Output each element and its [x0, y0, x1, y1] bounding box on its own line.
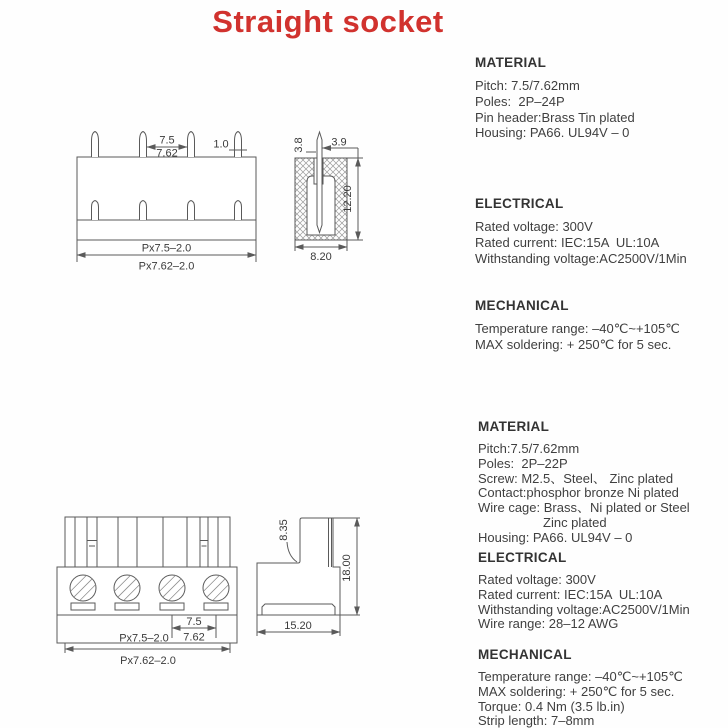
pin — [92, 132, 99, 158]
pin — [140, 132, 147, 158]
spec-line: Housing: PA66. UL94V – 0 — [475, 125, 630, 141]
section-heading: ELECTRICAL — [478, 550, 567, 565]
dim-depth: 8.20 — [310, 251, 332, 263]
spec-line: Strip length: 7–8mm — [478, 713, 595, 728]
socket-top-section — [65, 517, 230, 567]
dim-pin-width: 1.0 — [213, 138, 229, 151]
dim-overall-alt: Px7.62–2.0 — [120, 655, 176, 667]
dim-cavity: 8.35 — [278, 519, 290, 541]
spec-line: Poles: 2P–22P — [478, 455, 568, 471]
dim-pin-top: 3.9 — [331, 136, 347, 149]
pin — [188, 132, 195, 158]
spec-line: Pitch:7.5/7.62mm — [478, 441, 580, 456]
spec-line: Rated current: IEC:15A UL:10A — [475, 234, 660, 250]
spec-line: Housing: PA66. UL94V – 0 — [478, 529, 633, 545]
spec-line: Contact:phosphor bronze Ni plated — [478, 485, 679, 501]
electrical-section-bottom — [478, 550, 728, 632]
section-heading: MATERIAL — [478, 419, 550, 434]
spec-line: Rated voltage: 300V — [475, 219, 593, 234]
material-section-top — [475, 55, 727, 141]
spec-line: Rated voltage: 300V — [478, 572, 596, 587]
spec-line: Temperature range: –40℃~+105℃ — [475, 321, 680, 336]
dim-overall: Px7.5–2.0 — [141, 242, 192, 255]
socket-side-drawing — [252, 505, 377, 650]
socket-profile — [257, 518, 340, 615]
dim-pitch-alt: 7.62 — [183, 631, 205, 644]
section-heading: MATERIAL — [475, 55, 547, 70]
spec-line: Withstanding voltage:AC2500V/1Min — [478, 601, 690, 617]
dim-width: 15.20 — [284, 620, 312, 632]
spec-line: MAX soldering: + 250℃ for 5 sec. — [478, 683, 675, 699]
mechanical-section-top — [475, 298, 727, 353]
mechanical-section-bottom — [478, 647, 728, 728]
material-section-bottom — [478, 419, 728, 546]
pin-header-side-drawing — [285, 118, 415, 273]
section-heading: MECHANICAL — [475, 298, 569, 313]
solder-pin — [235, 201, 242, 221]
solder-pin — [188, 201, 195, 221]
center-pin — [317, 132, 322, 233]
section-heading: ELECTRICAL — [475, 196, 564, 211]
spec-line: Screw: M2.5、Steel、 Zinc plated — [478, 470, 674, 486]
spec-line: Temperature range: –40℃~+105℃ — [478, 669, 683, 684]
section-heading: MECHANICAL — [478, 647, 572, 662]
spec-line: Wire range: 28–12 AWG — [478, 616, 619, 632]
dim-height: 18.00 — [341, 554, 353, 582]
page-title: Straight socket — [212, 4, 444, 39]
header-body — [77, 157, 256, 240]
spec-line: Rated current: IEC:15A UL:10A — [478, 586, 663, 602]
electrical-section-top — [475, 196, 727, 266]
spec-line: Pin header:Brass Tin plated — [475, 109, 635, 125]
spec-line: Zinc plated — [478, 514, 607, 530]
spec-line: Wire cage: Brass、Ni plated or Steel — [478, 500, 690, 516]
dim-pin-dia: 3.8 — [293, 137, 305, 153]
solder-pin — [140, 201, 147, 221]
pin-header-front-drawing — [40, 118, 280, 283]
spec-line: Withstanding voltage:AC2500V/1Min — [475, 250, 687, 266]
dim-height: 12.20 — [342, 185, 354, 213]
pin — [235, 132, 242, 158]
socket-front-drawing — [30, 505, 250, 680]
spec-line: Poles: 2P–24P — [475, 93, 565, 109]
dim-pitch: 7.5 — [159, 134, 175, 147]
spec-line: Pitch: 7.5/7.62mm — [475, 78, 580, 93]
solder-pin — [92, 201, 99, 221]
dim-overall: Px7.5–2.0 — [119, 632, 169, 645]
dim-overall-alt: Px7.62–2.0 — [138, 260, 195, 273]
dim-pitch: 7.5 — [186, 616, 202, 628]
spec-line: Torque: 0.4 Nm (3.5 lb.in) — [478, 698, 625, 714]
dim-pitch-alt: 7.62 — [156, 147, 178, 160]
spec-line: MAX soldering: + 250℃ for 5 sec. — [475, 336, 672, 352]
